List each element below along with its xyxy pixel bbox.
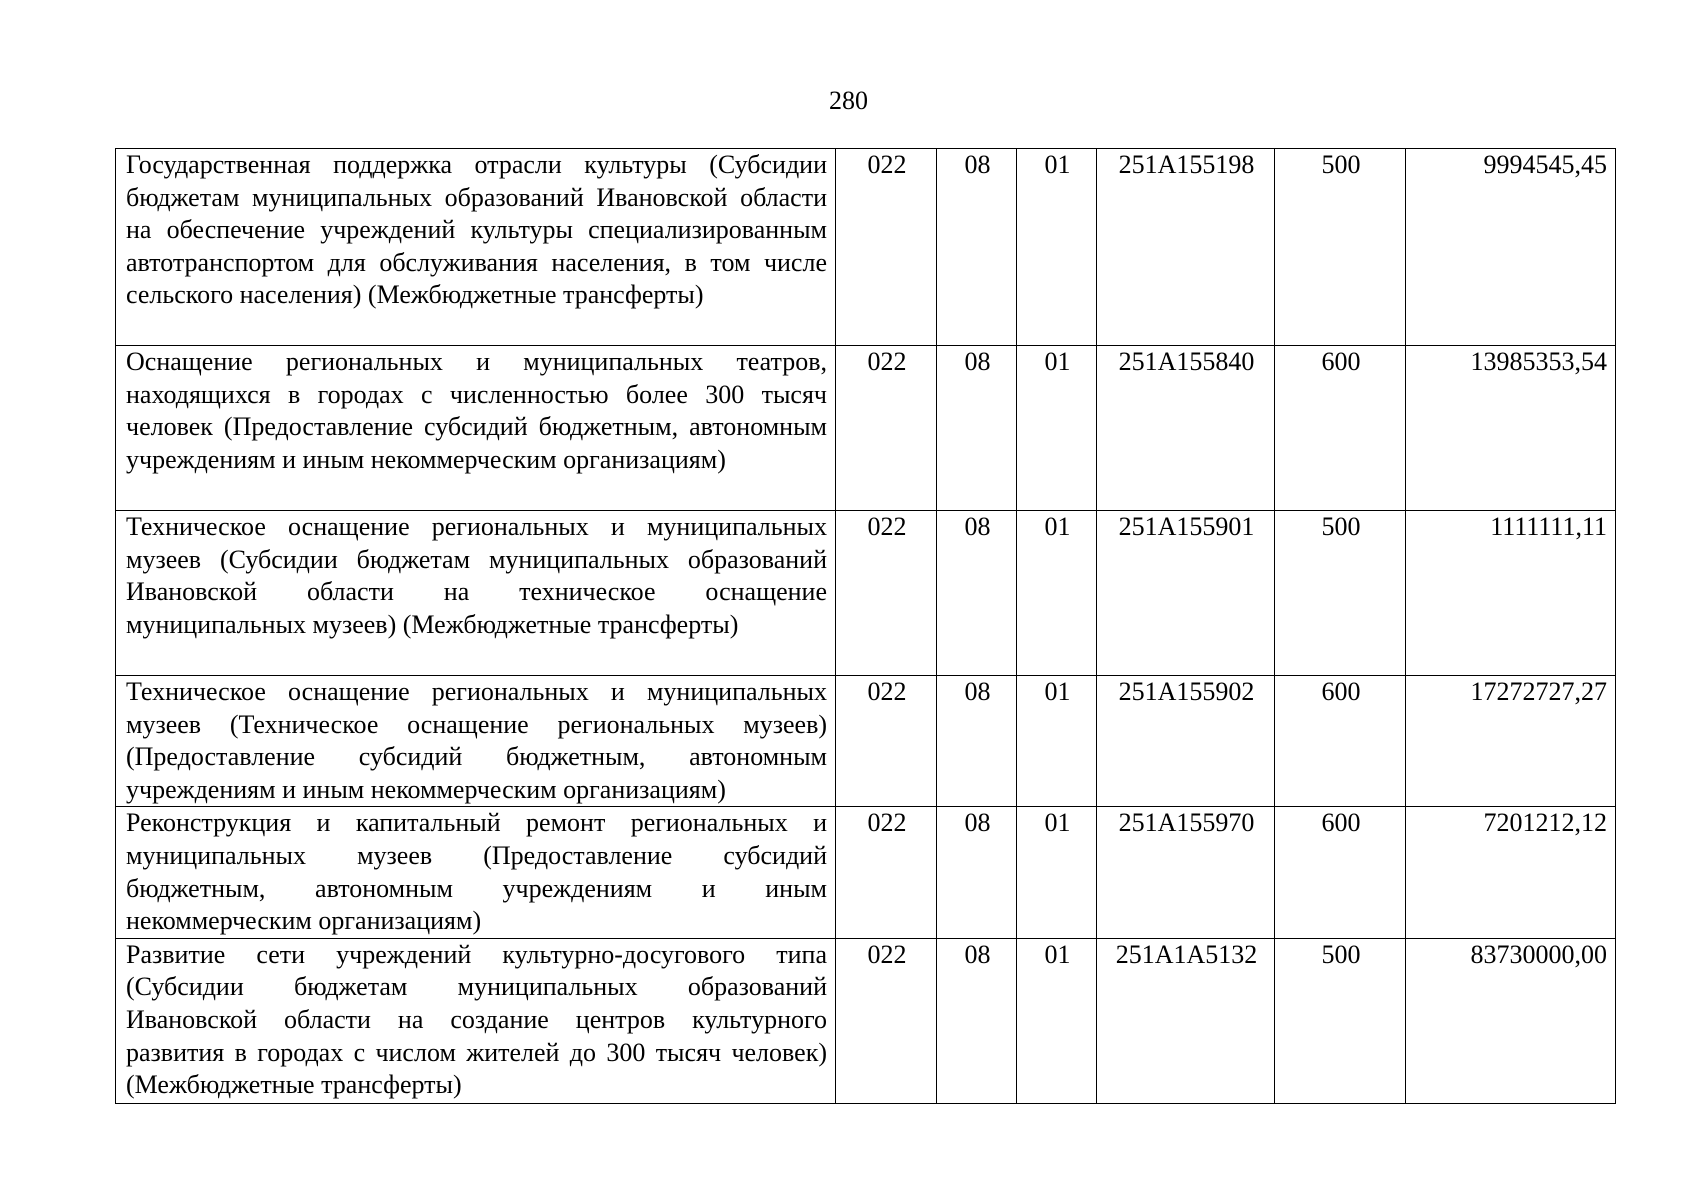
section-code: 08 xyxy=(937,676,1017,807)
table-row xyxy=(116,938,1616,1103)
section-code: 08 xyxy=(937,807,1017,938)
target-article-code: 251А155840 xyxy=(1097,346,1275,511)
table-row xyxy=(116,511,1616,676)
ministry-code: 022 xyxy=(836,346,937,511)
ministry-code: 022 xyxy=(836,676,937,807)
amount-value: 1111111,11 xyxy=(1406,511,1616,676)
section-code: 08 xyxy=(937,938,1017,1103)
amount-value: 83730000,00 xyxy=(1406,938,1616,1103)
expense-type-code: 600 xyxy=(1275,676,1406,807)
expense-type-code: 500 xyxy=(1275,511,1406,676)
ministry-code: 022 xyxy=(836,149,937,346)
table-row xyxy=(116,346,1616,511)
subsection-code: 01 xyxy=(1017,807,1097,938)
row-description: Оснащение региональных и муниципальных театров, находящихся в городах с численностью более 300 тысяч человек (Предоставление субсидий бюджетным, автономным учреждениям и иным некоммерческим организациям) xyxy=(116,346,836,511)
section-code: 08 xyxy=(937,346,1017,511)
budget-table xyxy=(115,148,1616,1104)
table-row xyxy=(116,807,1616,938)
page-number: 280 xyxy=(829,86,868,115)
expense-type-code: 500 xyxy=(1275,149,1406,346)
row-description: Техническое оснащение региональных и муниципальных музеев (Техническое оснащение региональных музеев) (Предоставление субсидий бюджетным, автономным учреждениям и иным некоммерческим организациям) xyxy=(116,676,836,807)
subsection-code: 01 xyxy=(1017,676,1097,807)
row-description: Развитие сети учреждений культурно-досугового типа (Субсидии бюджетам муниципальных образований Ивановской области на создание центров культурного развития в городах с числом жителей до 300 тысяч человек) (Межбюджетные трансферты) xyxy=(116,938,836,1103)
subsection-code: 01 xyxy=(1017,346,1097,511)
row-description: Государственная поддержка отрасли культуры (Субсидии бюджетам муниципальных образований Ивановской области на обеспечение учреждений культуры специализированным автотранспортом для обслуживания населения, в том числе сельского населения) (Межбюджетные трансферты) xyxy=(116,149,836,346)
subsection-code: 01 xyxy=(1017,511,1097,676)
section-code: 08 xyxy=(937,149,1017,346)
subsection-code: 01 xyxy=(1017,938,1097,1103)
amount-value: 7201212,12 xyxy=(1406,807,1616,938)
subsection-code: 01 xyxy=(1017,149,1097,346)
expense-type-code: 600 xyxy=(1275,346,1406,511)
amount-value: 9994545,45 xyxy=(1406,149,1616,346)
ministry-code: 022 xyxy=(836,807,937,938)
expense-type-code: 600 xyxy=(1275,807,1406,938)
target-article-code: 251А155901 xyxy=(1097,511,1275,676)
table-row xyxy=(116,149,1616,346)
ministry-code: 022 xyxy=(836,511,937,676)
row-description: Техническое оснащение региональных и муниципальных музеев (Субсидии бюджетам муниципальных образований Ивановской области на техническое оснащение муниципальных музеев) (Межбюджетные трансферты) xyxy=(116,511,836,676)
table-row xyxy=(116,676,1616,807)
row-description: Реконструкция и капитальный ремонт региональных и муниципальных музеев (Предоставление субсидий бюджетным, автономным учреждениям и иным некоммерческим организациям) xyxy=(116,807,836,938)
amount-value: 17272727,27 xyxy=(1406,676,1616,807)
target-article-code: 251А1А5132 xyxy=(1097,938,1275,1103)
expense-type-code: 500 xyxy=(1275,938,1406,1103)
ministry-code: 022 xyxy=(836,938,937,1103)
target-article-code: 251А155902 xyxy=(1097,676,1275,807)
target-article-code: 251А155198 xyxy=(1097,149,1275,346)
section-code: 08 xyxy=(937,511,1017,676)
amount-value: 13985353,54 xyxy=(1406,346,1616,511)
target-article-code: 251А155970 xyxy=(1097,807,1275,938)
